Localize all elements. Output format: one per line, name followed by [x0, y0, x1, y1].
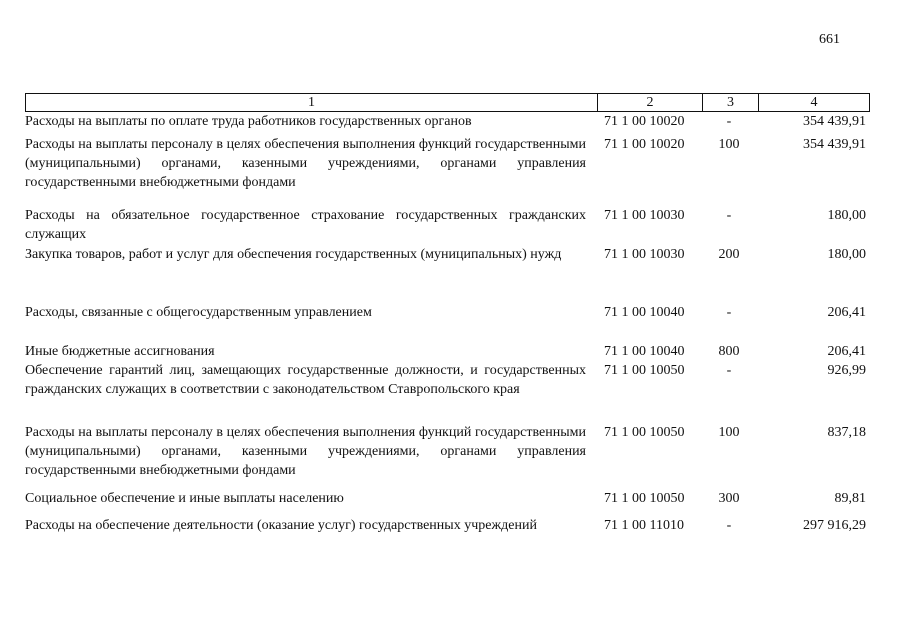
table-row: [25, 489, 870, 516]
row-code: 71 1 00 10030: [604, 208, 685, 223]
row-code: 71 1 00 10030: [604, 247, 685, 262]
row-code: 71 1 00 10040: [604, 344, 685, 359]
page-number: 661: [819, 32, 840, 47]
column-header-4: 4: [758, 94, 869, 111]
row-name: Закупка товаров, работ и услуг для обеспечения государственных (муниципальных) нужд: [25, 247, 562, 262]
row-type: 800: [718, 344, 740, 359]
row-type: -: [726, 363, 732, 378]
row-code: 71 1 00 11010: [604, 518, 684, 533]
row-amount: 354 439,91: [803, 137, 866, 152]
budget-table: [25, 93, 870, 535]
row-code: 71 1 00 10050: [604, 363, 685, 378]
column-header-1: 1: [308, 95, 315, 110]
row-name: Расходы на выплаты персоналу в целях обеспечения выполнения функций государственными (муниципальными) органами, казенными учреждениями, органами управления государственными внебюджетными фондами: [25, 425, 586, 478]
row-code: 71 1 00 10050: [604, 425, 685, 440]
row-amount: 354 439,91: [803, 114, 866, 129]
row-type: -: [726, 305, 732, 320]
row-type: -: [726, 518, 732, 533]
row-name: Расходы на обеспечение деятельности (оказание услуг) государственных учреждений: [25, 518, 537, 533]
table-row: [25, 112, 870, 135]
row-type: 300: [718, 491, 740, 506]
row-type: 100: [718, 137, 740, 152]
row-code: 71 1 00 10040: [604, 305, 685, 320]
table-row: [25, 206, 870, 245]
row-code: 71 1 00 10020: [604, 137, 685, 152]
row-name: Иные бюджетные ассигнования: [25, 344, 215, 359]
table-row: [25, 135, 870, 206]
column-header-2: 2: [597, 94, 702, 111]
table-row: [25, 423, 870, 489]
column-header-3: 3: [702, 94, 758, 111]
row-name: Расходы на обязательное государственное страхование государственных гражданских служащих: [25, 208, 586, 242]
row-type: 100: [718, 425, 740, 440]
row-name: Расходы на выплаты персоналу в целях обеспечения выполнения функций государственными (муниципальными) органами, казенными учреждениями, органами управления государственными внебюджетными фондами: [25, 137, 586, 190]
table-row: [25, 361, 870, 423]
table-row: [25, 342, 870, 361]
row-type: 200: [718, 247, 740, 262]
row-name: Расходы на выплаты по оплате труда работников государственных органов: [25, 114, 472, 129]
row-type: -: [726, 114, 732, 129]
row-amount: 206,41: [827, 344, 866, 359]
table-row: [25, 516, 870, 535]
table-header: [25, 93, 870, 112]
row-name: Социальное обеспечение и иные выплаты населению: [25, 491, 344, 506]
row-amount: 926,99: [827, 363, 866, 378]
row-amount: 837,18: [827, 425, 866, 440]
row-name: Расходы, связанные с общегосударственным управлением: [25, 305, 372, 320]
row-amount: 89,81: [834, 491, 866, 506]
row-amount: 180,00: [827, 208, 866, 223]
row-amount: 206,41: [827, 305, 866, 320]
table-row: [25, 245, 870, 303]
row-name: Обеспечение гарантий лиц, замещающих государственные должности, и государственных гражданских служащих в соответствии с законодательством Ставропольского края: [25, 363, 586, 397]
row-code: 71 1 00 10020: [604, 114, 685, 129]
row-amount: 297 916,29: [803, 518, 866, 533]
row-amount: 180,00: [827, 247, 866, 262]
row-type: -: [726, 208, 732, 223]
table-row: [25, 303, 870, 342]
row-code: 71 1 00 10050: [604, 491, 685, 506]
